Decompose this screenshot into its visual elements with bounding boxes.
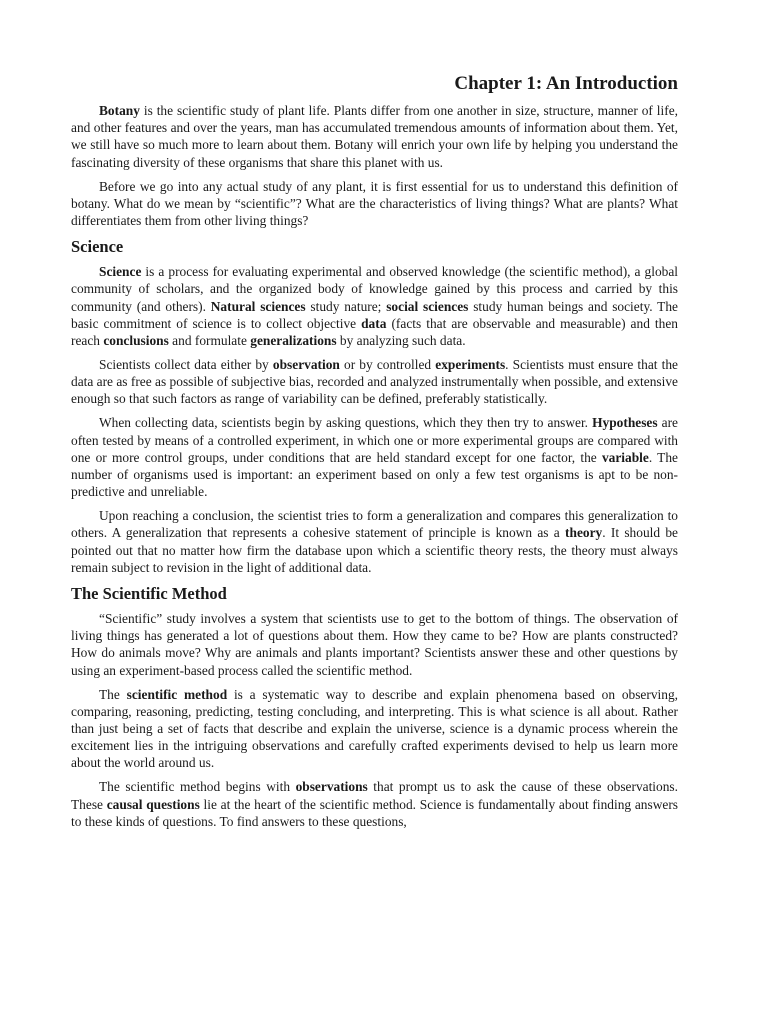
text-run: or by controlled bbox=[339, 357, 436, 373]
text-run: “Scientific” study involves a system that scientists use to get to the bottom of things. The observation of living things has generated a lot of questions about them. How they came to be? How are plants constructed? How do animals move? Why are animals and plants important? Scientists answer these and other questions by using an experiment-based process called the scientific method. bbox=[71, 611, 678, 678]
paragraph bbox=[71, 263, 678, 349]
bold-term: social sciences bbox=[386, 298, 469, 314]
text-run: . The number of organisms used is important: an experiment based on only a few test organisms is apt to be non-predictive and unreliable. bbox=[71, 449, 678, 500]
bold-term: variable bbox=[601, 449, 649, 465]
text-run: The scientific method begins with bbox=[99, 779, 296, 795]
text-run: (facts that are observable and measurable) and then reach bbox=[71, 315, 678, 349]
section bbox=[71, 102, 678, 229]
section-heading: Science bbox=[71, 237, 124, 257]
section-heading: The Scientific Method bbox=[71, 584, 227, 604]
paragraph bbox=[71, 178, 678, 230]
text-run: that prompt us to ask the cause of these observations. These bbox=[71, 779, 678, 812]
text-run: study human beings and society. The basic commitment of science is to collect objective bbox=[71, 298, 679, 331]
text-run: Upon reaching a conclusion, the scientist tries to form a generalization and compares this generalization to others. A generalization that represents a cohesive statement of principle is known as a bbox=[71, 508, 678, 541]
paragraph bbox=[71, 610, 678, 679]
paragraph bbox=[71, 414, 678, 500]
bold-term: theory bbox=[565, 525, 603, 541]
paragraph bbox=[71, 778, 678, 830]
text-run: . It should be pointed out that no matter how firm the database upon which a scientific theory rests, the theory must always remain subject to revision in the light of additional data. bbox=[71, 525, 679, 575]
text-run: Scientists collect data either by bbox=[99, 357, 273, 373]
bold-term: observation bbox=[272, 357, 340, 373]
text-run: The bbox=[99, 686, 127, 702]
paragraph bbox=[71, 356, 678, 408]
paragraph bbox=[71, 686, 678, 772]
bold-term: conclusions bbox=[103, 333, 169, 349]
text-run: is a process for evaluating experimental and observed knowledge (the scientific method), a global community of scholars, and the organized body of knowledge gained by this process and carried by this community (and others). bbox=[71, 264, 678, 314]
text-run: are often tested by means of a controlled experiment, in which one or more experimental groups are compared with one or more control groups, under conditions that are held standard except for one factor, the bbox=[71, 415, 679, 465]
bold-term: causal questions bbox=[106, 796, 200, 812]
paragraph bbox=[71, 507, 678, 576]
document-page bbox=[71, 72, 678, 837]
section bbox=[71, 584, 678, 830]
text-run: Before we go into any actual study of any plant, it is first essential for us to understand this definition of botany. What do we mean by “scientific”? What are the characteristics of living things? What are plants? What differentiates them from other living things? bbox=[71, 178, 678, 229]
bold-term: Botany bbox=[99, 103, 140, 118]
bold-term: experiments bbox=[435, 357, 506, 373]
bold-term: data bbox=[361, 315, 387, 331]
text-run: by analyzing such data. bbox=[336, 333, 466, 349]
chapter-title: Chapter 1: An Introduction bbox=[454, 73, 678, 94]
text-run: study nature; bbox=[305, 298, 387, 314]
text-run: When collecting data, scientists begin by asking questions, which they then try to answer. bbox=[99, 415, 593, 431]
text-run: lie at the heart of the scientific method. Science is fundamentally about finding answers to these kinds of questions. To find answers to these questions, bbox=[71, 796, 678, 829]
text-run: is a systematic way to describe and explain phenomena based on observing, comparing, reasoning, predicting, testing concluding, and interpreting. This is what science is all about. Rather than just being a set of facts that describe and explain the universe, science is a dynamic process wherein the excitement lies in the intriguing observations and carefully crafted experiments devised to help us learn more about the world around us. bbox=[71, 686, 678, 771]
bold-term: observations bbox=[295, 779, 368, 795]
document-body bbox=[71, 102, 678, 830]
text-run: is the scientific study of plant life. Plants differ from one another in size, structure, manner of life, and other features and over the years, man has accumulated tremendous amounts of information about them. Yet, we still have so much more to learn about them. Botany will enrich your own life by helping you understand the fascinating diversity of these organisms that share this planet with us. bbox=[71, 103, 678, 170]
bold-term: scientific method bbox=[126, 686, 228, 702]
bold-term: Hypotheses bbox=[592, 415, 658, 431]
bold-term: Natural sciences bbox=[210, 298, 306, 314]
text-run: and formulate bbox=[168, 333, 251, 349]
bold-term: Science bbox=[99, 264, 142, 280]
section bbox=[71, 237, 678, 576]
text-run: . Scientists must ensure that the data are as free as possible of subjective bias, recorded and analyzed instrumentally when possible, and extensive enough so that such factors as range of variability can be defined, preferably statistically. bbox=[71, 357, 678, 407]
paragraph bbox=[71, 102, 678, 171]
bold-term: generalizations bbox=[250, 333, 337, 349]
